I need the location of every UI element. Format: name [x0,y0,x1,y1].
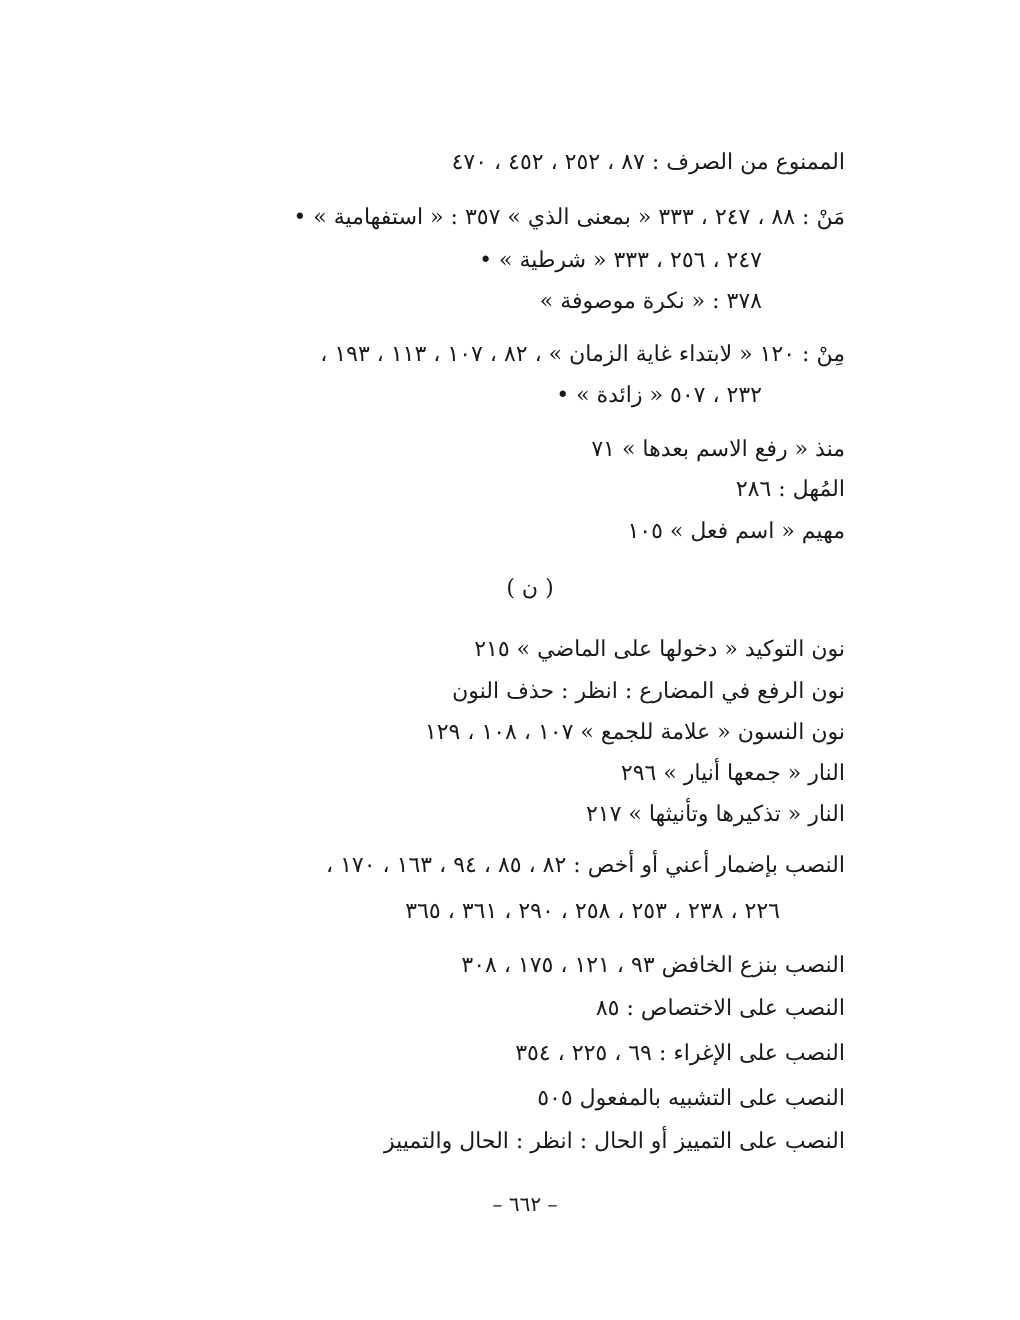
index-entry: النصب بإضمار أعني أو أخص : ٨٢ ، ٨٥ ، ٩٤ ، ١٦٣ ، ١٧٠ ، [326,853,845,878]
index-entry-continuation: ٢٢٦ ، ٢٣٨ ، ٢٥٣ ، ٢٥٨ ، ٢٩٠ ، ٣٦١ ، ٣٦٥ [405,899,780,924]
index-entry: مِنْ : ١٢٠ « لابتداء غاية الزمان » ، ٨٢ ، ١٠٧ ، ١١٣ ، ١٩٣ ، [320,342,845,367]
index-entry: نون النسون « علامة للجمع » ١٠٧ ، ١٠٨ ، ١٢٩ [424,720,845,745]
index-entry: النصب على الإغراء : ٦٩ ، ٢٢٥ ، ٣٥٤ [515,1041,845,1066]
index-entry: مهيم « اسم فعل » ١٠٥ [627,519,845,544]
index-entry: نون التوكيد « دخولها على الماضي » ٢١٥ [474,637,845,662]
index-entry: نون الرفع في المضارع : انظر : حذف النون [452,679,845,704]
index-entry-continuation: ٣٧٨ : « نكرة موصوفة » [539,289,762,314]
index-entry: النصب على التمييز أو الحال : انظر : الحال والتمييز [383,1129,845,1154]
index-entry: الممنوع من الصرف : ٨٧ ، ٢٥٢ ، ٤٥٢ ، ٤٧٠ [451,150,845,175]
index-entry: النار « جمعها أنيار » ٢٩٦ [620,761,845,786]
page-number: – ٦٦٢ – [492,1192,558,1216]
index-entry: النصب بنزع الخافض ٩٣ ، ١٢١ ، ١٧٥ ، ٣٠٨ [461,953,845,978]
section-heading: ( ن ) [506,576,554,601]
index-entry: النصب على الاختصاص : ٨٥ [595,996,845,1021]
index-entry-continuation: ٢٣٢ ، ٥٠٧ « زائدة » • [556,383,762,408]
index-entry: منذ « رفع الاسم بعدها » ٧١ [591,437,845,462]
index-entry: النار « تذكيرها وتأنيثها » ٢١٧ [585,802,845,827]
index-entry: المُهل : ٢٨٦ [735,477,845,502]
index-entry-continuation: ٢٤٧ ، ٢٥٦ ، ٣٣٣ « شرطية » • [479,248,762,273]
index-entry: النصب على التشبيه بالمفعول ٥٠٥ [537,1086,845,1111]
index-entry: مَنْ : ٨٨ ، ٢٤٧ ، ٣٣٣ « بمعنى الذي » ٣٥٧ : « استفهامية » • [293,205,845,230]
